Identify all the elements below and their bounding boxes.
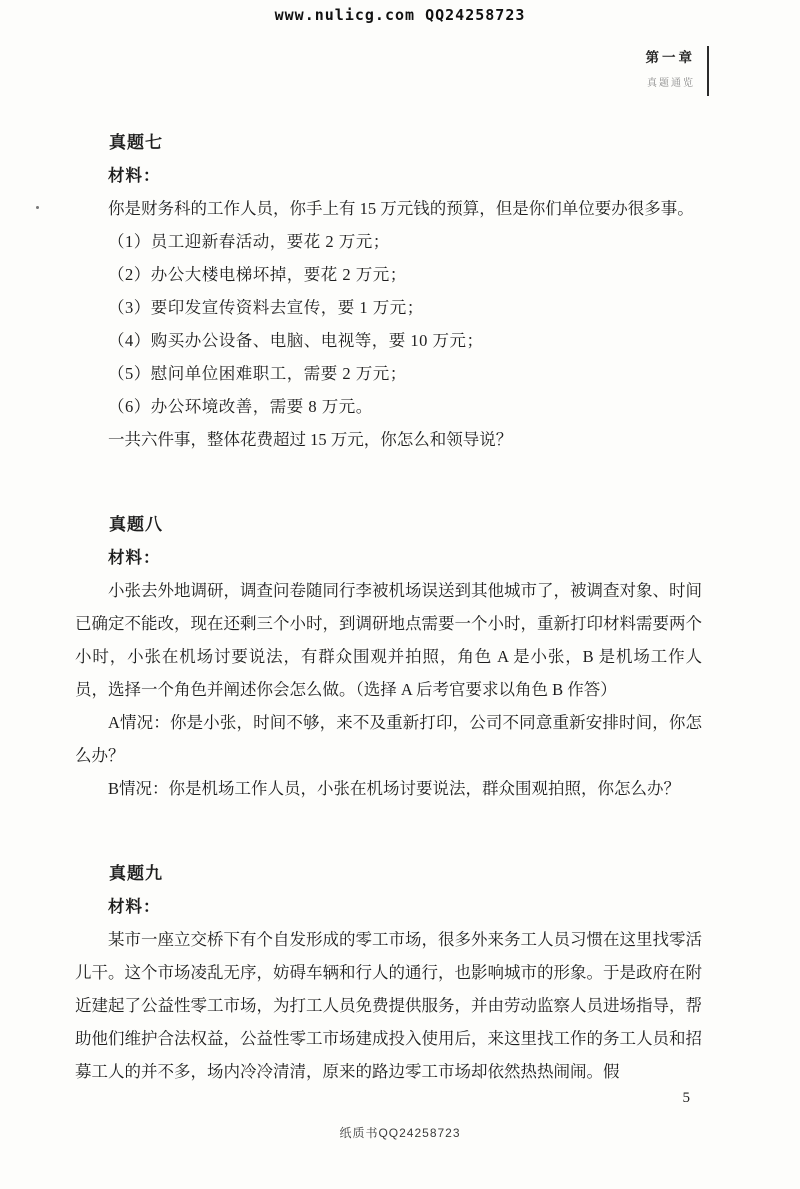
- section-title: 真题八: [109, 515, 163, 534]
- section-question-7: [75, 126, 702, 456]
- page-body: [75, 126, 702, 1140]
- paragraph: 某市一座立交桥下有个自发形成的零工市场，很多外来务工人员习惯在这里找零活儿干。这个市场凌乱无序，妨碍车辆和行人的通行，也影响城市的形象。于是政府在附近建起了公益性零工市场，为打工人员免费提供服务，并由劳动监察人员进场指导，帮助他们维护合法权益，公益性零工市场建成投入使用后，来这里找工作的务工人员和招募工人的并不多，场内冷冷清清，原来的路边零工市场却依然热热闹闹。假: [75, 930, 702, 1081]
- section-title: 真题七: [109, 133, 163, 152]
- list-item: （2）办公大楼电梯坏掉，要花 2 万元；: [108, 265, 407, 284]
- paragraph: B情况：你是机场工作人员，小张在机场讨要说法，群众围观拍照，你怎么办？: [108, 779, 681, 798]
- list-item: （4）购买办公设备、电脑、电视等，要 10 万元；: [108, 331, 484, 350]
- material-label: 材料：: [108, 548, 161, 567]
- list-item: （3）要印发宣传资料去宣传，要 1 万元；: [108, 298, 424, 317]
- chapter-title: 第一章: [645, 50, 695, 65]
- list-item: （6）办公环境改善，需要 8 万元。: [108, 397, 373, 416]
- footer-note: 纸质书QQ24258723: [339, 1126, 461, 1140]
- section-title: 真题九: [109, 864, 163, 883]
- paragraph: 你是财务科的工作人员，你手上有 15 万元钱的预算，但是你们单位要办很多事。: [108, 199, 694, 218]
- section-question-8: [75, 508, 702, 805]
- material-label: 材料：: [108, 166, 161, 185]
- chapter-subtitle: 真题通览: [647, 78, 695, 89]
- chapter-header: [646, 46, 710, 96]
- paragraph: A情况：你是小张，时间不够，来不及重新打印，公司不同意重新安排时间，你怎么办？: [75, 713, 702, 765]
- scan-artifact-dot: [36, 206, 39, 209]
- paragraph: 一共六件事，整体花费超过 15 万元，你怎么和领导说？: [108, 430, 513, 449]
- list-item: （1）员工迎新春活动，要花 2 万元；: [108, 232, 390, 251]
- list-item: （5）慰问单位困难职工，需要 2 万元；: [108, 364, 407, 383]
- watermark-text: www.nulicg.com QQ24258723: [274, 6, 526, 24]
- material-label: 材料：: [108, 897, 161, 916]
- page-number: 5: [682, 1090, 690, 1106]
- paragraph: 小张去外地调研，调查问卷随同行李被机场误送到其他城市了，被调查对象、时间已确定不能改，现在还剩三个小时，到调研地点需要一个小时，重新打印材料需要两个小时，小张在机场讨要说法，有群众围观并拍照，角色 A 是小张，B 是机场工作人员，选择一个角色并阐述你会怎么做。（选择 A 后考官要求以角色 B 作答）: [75, 581, 702, 699]
- section-question-9: [75, 857, 702, 1088]
